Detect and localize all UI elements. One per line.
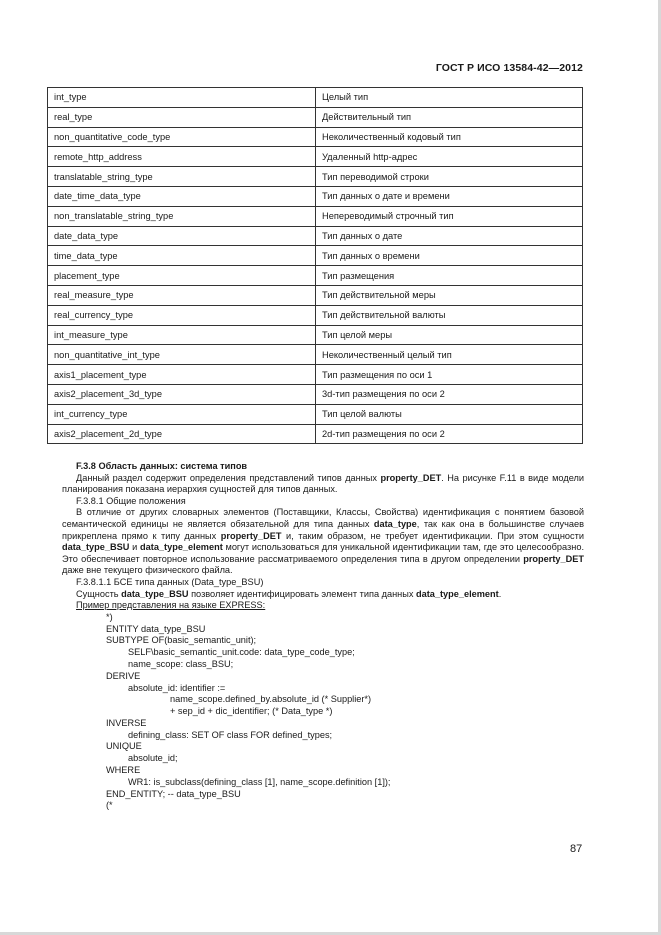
term-data-type-bsu: data_type_BSU [62, 542, 130, 553]
code-line: name_scope: class_BSU; [128, 658, 234, 669]
type-name-cell: axis2_placement_3d_type [48, 384, 316, 404]
code-line: INVERSE [106, 717, 147, 728]
type-description-cell: Тип действительной меры [316, 285, 583, 305]
table-row [48, 186, 583, 206]
example-label-text: Пример представления на языке EXPRESS: [76, 600, 266, 611]
type-description-cell: Тип целой валюты [316, 404, 583, 424]
type-description-cell: Удаленный http-адрес [316, 147, 583, 167]
table-row [48, 325, 583, 345]
term-property-det: property_DET [220, 530, 282, 541]
type-name-cell: non_quantitative_code_type [48, 127, 316, 147]
term-data-type-element: data_type_element [140, 542, 223, 553]
type-name-cell: real_type [48, 107, 316, 127]
type-description-cell: Тип размещения по оси 1 [316, 365, 583, 385]
code-line: defining_class: SET OF class FOR defined_types; [128, 729, 333, 740]
data-types-table [47, 87, 583, 444]
document-code: ГОСТ Р ИСО 13584-42—2012 [435, 62, 583, 74]
type-description-cell: Тип данных о дате [316, 226, 583, 246]
table-row [48, 365, 583, 385]
code-line: name_scope.defined_by.absolute_id (* Supplier*) [170, 694, 372, 705]
type-description-cell: 2d-тип размещения по оси 2 [316, 424, 583, 444]
code-line: ENTITY data_type_BSU [106, 623, 206, 634]
table-row [48, 107, 583, 127]
type-description-cell: Непереводимый строчный тип [316, 206, 583, 226]
type-description-cell: Тип действительной валюты [316, 305, 583, 325]
express-code-block [62, 612, 584, 813]
type-description-cell: Неколичественный кодовый тип [316, 127, 583, 147]
table-row [48, 424, 583, 444]
type-name-cell: non_quantitative_int_type [48, 345, 316, 365]
type-name-cell: int_currency_type [48, 404, 316, 424]
text-run: могут использоваться для уникальной идентификации там, где это целесообразно. Это обеспечивает повторное использование рассматриваемого определения типа в другом определении [62, 542, 584, 564]
type-name-cell: int_measure_type [48, 325, 316, 345]
text-run: и, таким образом, не требует идентификации. При этом сущности [281, 530, 584, 541]
table-row [48, 305, 583, 325]
text-run: позволяет идентифицировать элемент типа данных [188, 588, 416, 599]
table-row [48, 285, 583, 305]
text-run: Сущность [76, 588, 122, 599]
table-row [48, 404, 583, 424]
type-name-cell: real_currency_type [48, 305, 316, 325]
paragraph-intro [62, 473, 584, 496]
term-property-det: property_DET [523, 553, 584, 564]
type-description-cell: Неколичественный целый тип [316, 345, 583, 365]
text-run: даже вне текущего физического файла. [62, 565, 233, 576]
section-heading: F.3.8 Область данных: система типов [76, 461, 248, 471]
table-row [48, 206, 583, 226]
table-row [48, 167, 583, 187]
type-name-cell: placement_type [48, 266, 316, 286]
table-row [48, 266, 583, 286]
type-name-cell: real_measure_type [48, 285, 316, 305]
table-row [48, 127, 583, 147]
type-name-cell: translatable_string_type [48, 167, 316, 187]
code-line: + sep_id + dic_identifier; (* Data_type *) [170, 706, 333, 717]
code-line: absolute_id; [128, 753, 178, 764]
type-description-cell: Тип целой меры [316, 325, 583, 345]
code-line: absolute_id: identifier := [128, 682, 226, 693]
code-line: SELF\basic_semantic_unit.code: data_type_code_type; [128, 647, 355, 658]
subsection-heading-general: F.3.8.1 Общие положения [76, 495, 186, 506]
type-description-cell: Тип данных о времени [316, 246, 583, 266]
code-line: WR1: is_subclass(defining_class [1], name_scope.definition [1]); [128, 776, 391, 787]
table-row [48, 246, 583, 266]
type-name-cell: axis1_placement_type [48, 365, 316, 385]
type-description-cell: Тип данных о дате и времени [316, 186, 583, 206]
type-description-cell: Тип переводимой строки [316, 167, 583, 187]
code-line: *) [106, 611, 113, 622]
section-f-3-8 [62, 461, 584, 812]
type-name-cell: remote_http_address [48, 147, 316, 167]
page-number: 87 [570, 843, 583, 855]
term-data-type-bsu: data_type_BSU [121, 588, 189, 599]
text-run: , так как она в большинстве случаев прикреплена прямо к типу данных [62, 518, 584, 541]
term-property-det: property_DET [380, 472, 442, 483]
text-run: и [129, 542, 141, 553]
type-description-cell: 3d-тип размещения по оси 2 [316, 384, 583, 404]
type-name-cell: int_type [48, 88, 316, 108]
code-line: DERIVE [106, 670, 141, 681]
type-name-cell: date_data_type [48, 226, 316, 246]
type-name-cell: date_time_data_type [48, 186, 316, 206]
table-row [48, 147, 583, 167]
text-run: . На рисунке F.11 в виде модели планирования показана иерархия сущностей для типов данных. [62, 472, 584, 495]
subsection-heading-bsu: F.3.8.1.1 БСЕ типа данных (Data_type_BSU) [76, 576, 264, 587]
term-data-type-element: data_type_element [415, 588, 499, 599]
table-row [48, 226, 583, 246]
type-description-cell: Действительный тип [316, 107, 583, 127]
type-name-cell: non_translatable_string_type [48, 206, 316, 226]
table-row [48, 88, 583, 108]
text-run: Данный раздел содержит определения представлений типов данных [76, 472, 381, 483]
type-description-cell: Целый тип [316, 88, 583, 108]
table-row [48, 384, 583, 404]
code-line: SUBTYPE OF(basic_semantic_unit); [106, 635, 257, 646]
example-label [62, 600, 584, 612]
code-line: (* [106, 800, 113, 811]
type-name-cell: axis2_placement_2d_type [48, 424, 316, 444]
table-row [48, 345, 583, 365]
type-name-cell: time_data_type [48, 246, 316, 266]
term-data-type: data_type [373, 518, 417, 529]
text-run: В отличие от других словарных элементов (Поставщики, Классы, Свойства) идентификация с понятием базовой семантической единицы не является обязательной для типа данных [62, 507, 584, 529]
paragraph-general [62, 507, 584, 577]
text-run: . [498, 588, 502, 599]
paragraph-bsu [62, 589, 584, 601]
code-line: WHERE [106, 765, 141, 776]
code-line: END_ENTITY; -- data_type_BSU [106, 788, 241, 799]
type-description-cell: Тип размещения [316, 266, 583, 286]
code-line: UNIQUE [106, 741, 142, 752]
